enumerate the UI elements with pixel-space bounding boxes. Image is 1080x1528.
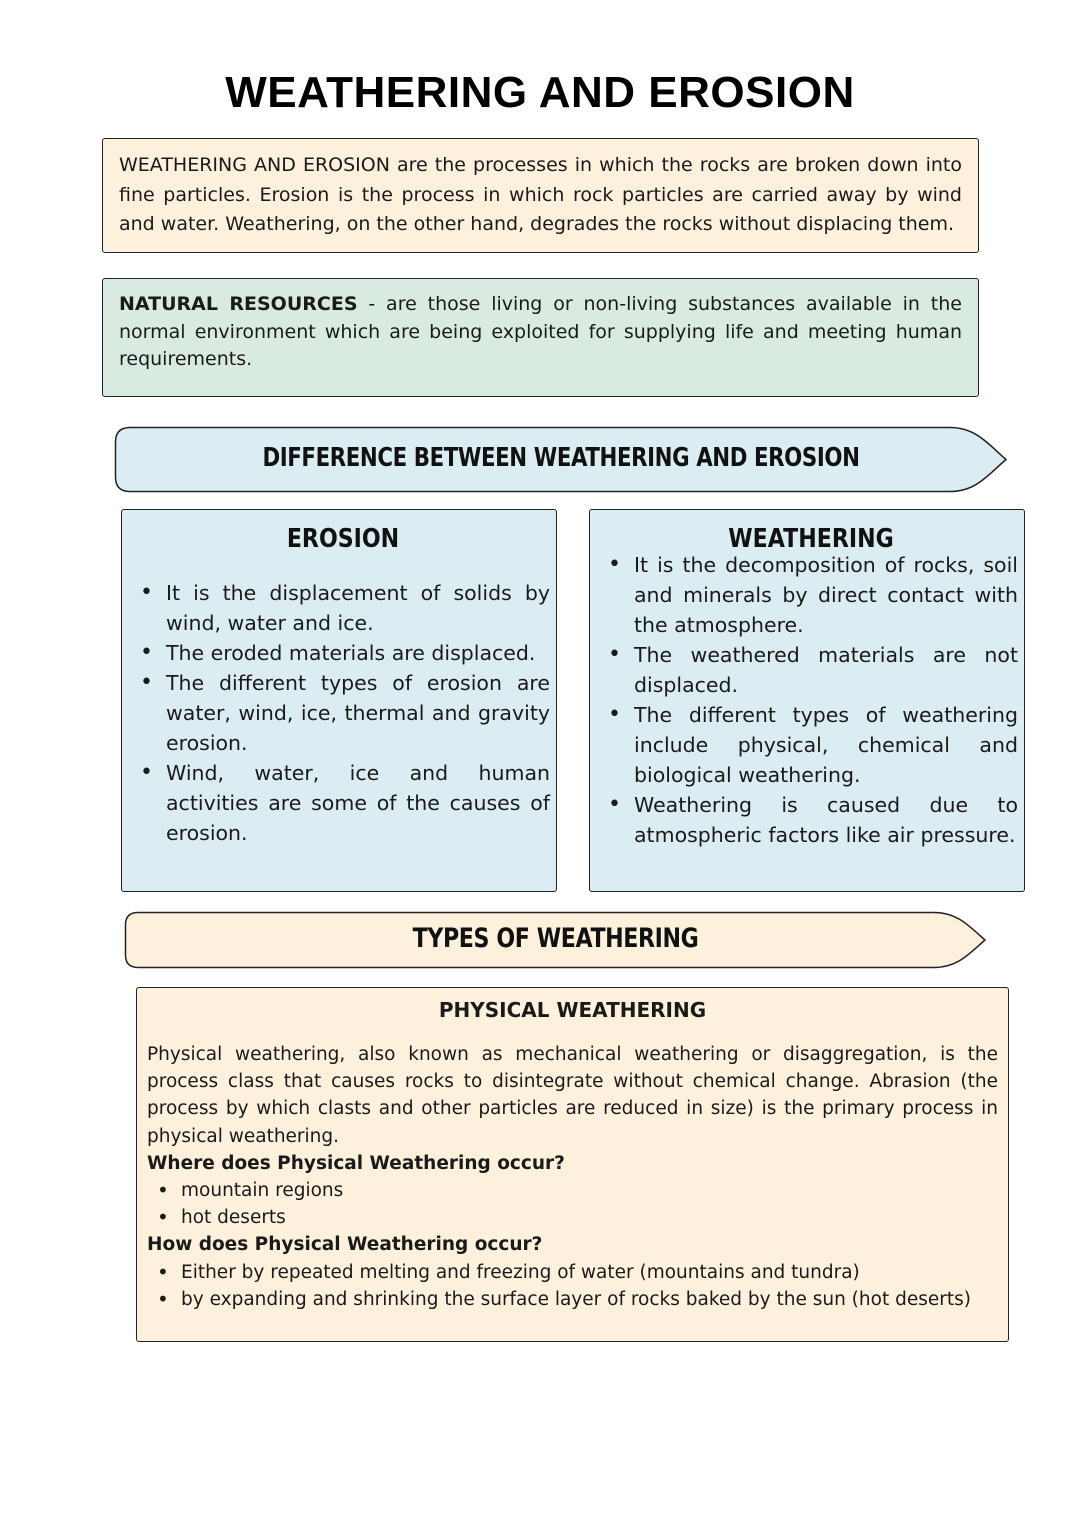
erosion-list	[136, 578, 550, 848]
intro-text: WEATHERING AND EROSION are the processes in which the rocks are broken down into fine particles. Erosion is the process in which rock particles are carried away by wind and water. Weathering, on the other hand, degrades the rocks without displacing them.	[119, 154, 962, 235]
physical-weathering-title: PHYSICAL WEATHERING	[438, 998, 707, 1022]
weathering-list	[604, 550, 1018, 850]
list-item: • It is the decomposition of rocks, soil and minerals by direct contact with the atmosphere.	[604, 550, 1018, 640]
types-banner	[124, 911, 987, 969]
where-list	[147, 1177, 998, 1231]
natural-resources-box	[102, 278, 979, 397]
list-item: • hot deserts	[147, 1204, 998, 1231]
physical-weathering-description: Physical weathering, also known as mechanical weathering or disaggregation, is the process class that causes rocks to disintegrate without chemical change. Abrasion (the process by which clasts and other particles are reduced in size) is the primary process in physical weathering.	[147, 1044, 998, 1147]
list-item: • Weathering is caused due to atmospheric factors like air pressure.	[604, 790, 1018, 850]
list-item: • The different types of erosion are water, wind, ice, thermal and gravity erosion.	[136, 668, 550, 758]
list-item: • The eroded materials are displaced.	[136, 638, 550, 668]
list-item: • Wind, water, ice and human activities are some of the causes of erosion.	[136, 758, 550, 848]
where-heading: Where does Physical Weathering occur?	[147, 1152, 565, 1174]
types-banner-label: TYPES OF WEATHERING	[412, 923, 699, 954]
natural-resources-definition: - are those living or non-living substances available in the normal environment which are being exploited for supplying life and meeting human requirements.	[119, 293, 962, 370]
page-title: WEATHERING AND EROSION	[225, 68, 855, 117]
list-item: • Either by repeated melting and freezing of water (mountains and tundra)	[147, 1259, 998, 1286]
natural-resources-term: NATURAL RESOURCES	[119, 293, 358, 315]
list-item: • It is the displacement of solids by wind, water and ice.	[136, 578, 550, 638]
list-item: • by expanding and shrinking the surface layer of rocks baked by the sun (hot deserts)	[147, 1286, 998, 1313]
erosion-title: EROSION	[286, 524, 400, 554]
difference-banner	[114, 426, 1008, 493]
difference-banner-label: DIFFERENCE BETWEEN WEATHERING AND EROSION	[262, 443, 860, 473]
weathering-box	[589, 509, 1025, 892]
list-item: • mountain regions	[147, 1177, 998, 1204]
list-item: • The different types of weathering include physical, chemical and biological weathering.	[604, 700, 1018, 790]
erosion-box	[121, 509, 557, 892]
list-item: • The weathered materials are not displaced.	[604, 640, 1018, 700]
intro-box	[102, 138, 979, 253]
weathering-title: WEATHERING	[728, 524, 894, 554]
how-heading: How does Physical Weathering occur?	[147, 1234, 543, 1256]
physical-weathering-box	[136, 987, 1009, 1342]
how-list	[147, 1259, 998, 1313]
